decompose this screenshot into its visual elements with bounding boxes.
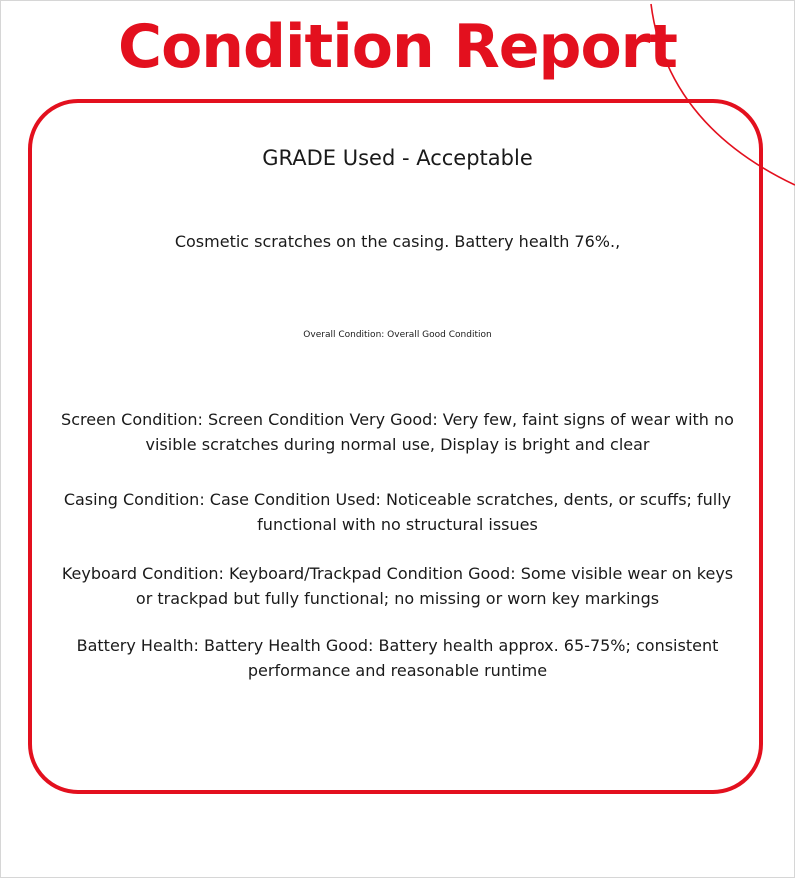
battery-health: Battery Health: Battery Health Good: Battery health approx. 65-75%; consistent performance and reasonable runtime <box>76 636 719 680</box>
keyboard-condition: Keyboard Condition: Keyboard/Trackpad Condition Good: Some visible wear on keys or trackpad but fully functional; no missing or worn key markings <box>61 564 734 608</box>
grade-heading: GRADE Used - Acceptable <box>262 146 533 170</box>
report-title: Condition Report <box>118 12 677 82</box>
condition-summary: Cosmetic scratches on the casing. Battery health 76%., <box>174 232 621 251</box>
screen-condition: Screen Condition: Screen Condition Very Good: Very few, faint signs of wear with no visible scratches during normal use, Display is bright and clear <box>61 410 734 454</box>
casing-condition: Casing Condition: Case Condition Used: Noticeable scratches, dents, or scuffs; fully functional with no structural issues <box>63 490 732 534</box>
overall-condition: Overall Condition: Overall Good Condition <box>303 330 492 340</box>
